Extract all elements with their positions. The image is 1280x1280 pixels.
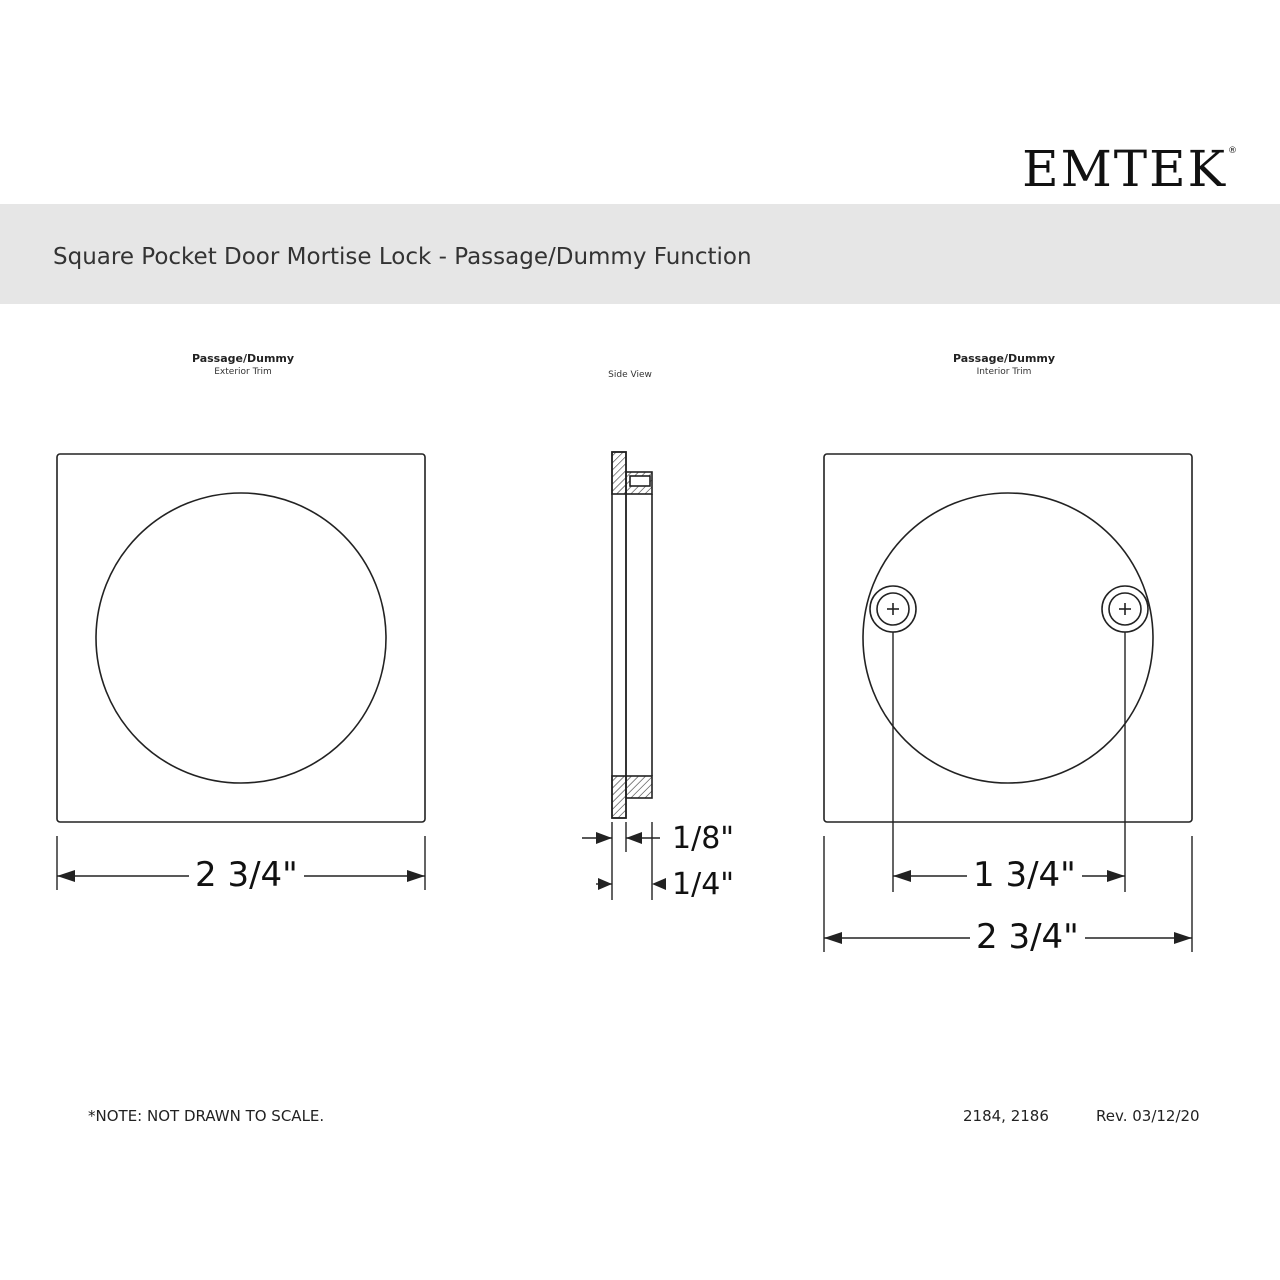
exterior-width-dimension: 2 3/4": [189, 858, 304, 892]
interior-recess: [863, 493, 1153, 783]
scale-note: *NOTE: NOT DRAWN TO SCALE.: [88, 1107, 325, 1125]
screw-left-icon: [870, 586, 916, 632]
exterior-recess: [96, 493, 386, 783]
exterior-plate: [57, 454, 425, 822]
side-thickness-bottom-dimension: 1/4": [666, 870, 740, 900]
revision-date: Rev. 03/12/20: [1096, 1107, 1200, 1125]
side-profile: [612, 452, 652, 818]
exterior-label: Passage/Dummy: [191, 352, 295, 365]
side-thickness-top-dimension: 1/8": [666, 824, 740, 854]
registered-mark: ®: [1228, 146, 1237, 156]
page-title: Square Pocket Door Mortise Lock - Passage/Dummy Function: [53, 244, 752, 270]
exterior-sublabel: Exterior Trim: [214, 367, 272, 377]
interior-width-dimension: 2 3/4": [970, 920, 1085, 954]
screw-right-icon: [1102, 586, 1148, 632]
interior-label: Passage/Dummy: [952, 352, 1056, 365]
interior-sublabel: Interior Trim: [976, 367, 1032, 377]
side-label: Side View: [608, 370, 652, 380]
interior-plate: [824, 454, 1192, 822]
model-numbers: 2184, 2186: [963, 1107, 1049, 1125]
hole-spacing-dimension: 1 3/4": [967, 858, 1082, 892]
logo-text: EMTEK: [1022, 140, 1227, 198]
